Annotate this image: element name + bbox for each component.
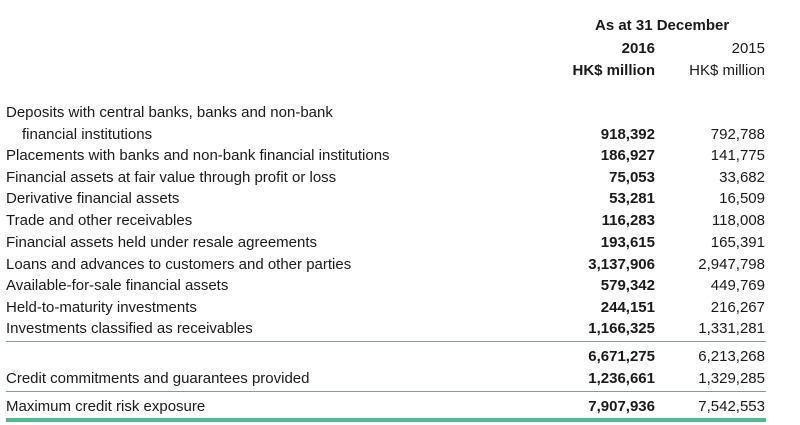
- total-value-2015: 7,542,553: [698, 398, 765, 415]
- row-value-2016: 579,342: [600, 277, 655, 294]
- subtotal-value-2016: 6,671,275: [588, 348, 655, 365]
- row-value-2015: 449,769: [710, 277, 765, 294]
- row-label: Placements with banks and non-bank financial institutions: [6, 147, 390, 164]
- row-value-2015: 2,947,798: [698, 256, 765, 273]
- bottom-rule: [6, 418, 766, 422]
- row-value-2015: 165,391: [710, 234, 765, 251]
- row-label: Loans and advances to customers and other parties: [6, 256, 352, 273]
- row-value-2016: 244,151: [600, 299, 655, 316]
- row-value-2015: 216,267: [710, 299, 765, 316]
- row-value-2016: 193,615: [600, 234, 655, 251]
- row-value-2015: 141,775: [710, 147, 765, 164]
- row-value-2016: 3,137,906: [588, 256, 655, 273]
- unit-2016-header: HK$ million: [572, 62, 655, 79]
- row-label: Held-to-maturity investments: [6, 299, 197, 316]
- divider-rule: [6, 391, 766, 392]
- row-value-2015: 792,788: [710, 126, 765, 143]
- credit-commitments-value-2015: 1,329,285: [698, 370, 765, 387]
- row-label: Available-for-sale financial assets: [6, 277, 229, 294]
- row-label-line2: financial institutions: [22, 126, 153, 143]
- row-label-line1: Deposits with central banks, banks and non-bank: [6, 104, 333, 121]
- period-header: As at 31 December: [595, 17, 730, 34]
- row-value-2015: 118,008: [711, 212, 765, 229]
- row-label: Derivative financial assets: [6, 190, 180, 207]
- row-label: Trade and other receivables: [6, 212, 193, 229]
- row-value-2015: 33,682: [719, 169, 765, 186]
- row-label: Financial assets held under resale agreements: [6, 234, 318, 251]
- row-value-2016: 1,166,325: [588, 320, 655, 337]
- row-value-2016: 918,392: [600, 126, 655, 143]
- row-value-2016: 186,927: [600, 147, 655, 164]
- total-value-2016: 7,907,936: [588, 398, 655, 415]
- row-value-2015: 1,331,281: [698, 320, 765, 337]
- subtotal-value-2015: 6,213,268: [698, 348, 765, 365]
- year-2015-header: 2015: [731, 40, 765, 57]
- row-label: Financial assets at fair value through profit or loss: [6, 169, 337, 186]
- unit-2015-header: HK$ million: [689, 62, 765, 79]
- credit-commitments-label: Credit commitments and guarantees provided: [6, 370, 310, 387]
- divider-rule: [6, 341, 766, 342]
- row-value-2016: 53,281: [609, 190, 655, 207]
- credit-commitments-value-2016: 1,236,661: [588, 370, 655, 387]
- row-label: Investments classified as receivables: [6, 320, 253, 337]
- row-value-2016: 75,053: [609, 169, 655, 186]
- year-2016-header: 2016: [621, 40, 655, 57]
- row-value-2015: 16,509: [719, 190, 765, 207]
- total-label: Maximum credit risk exposure: [6, 398, 206, 415]
- row-value-2016: 116,283: [601, 212, 655, 229]
